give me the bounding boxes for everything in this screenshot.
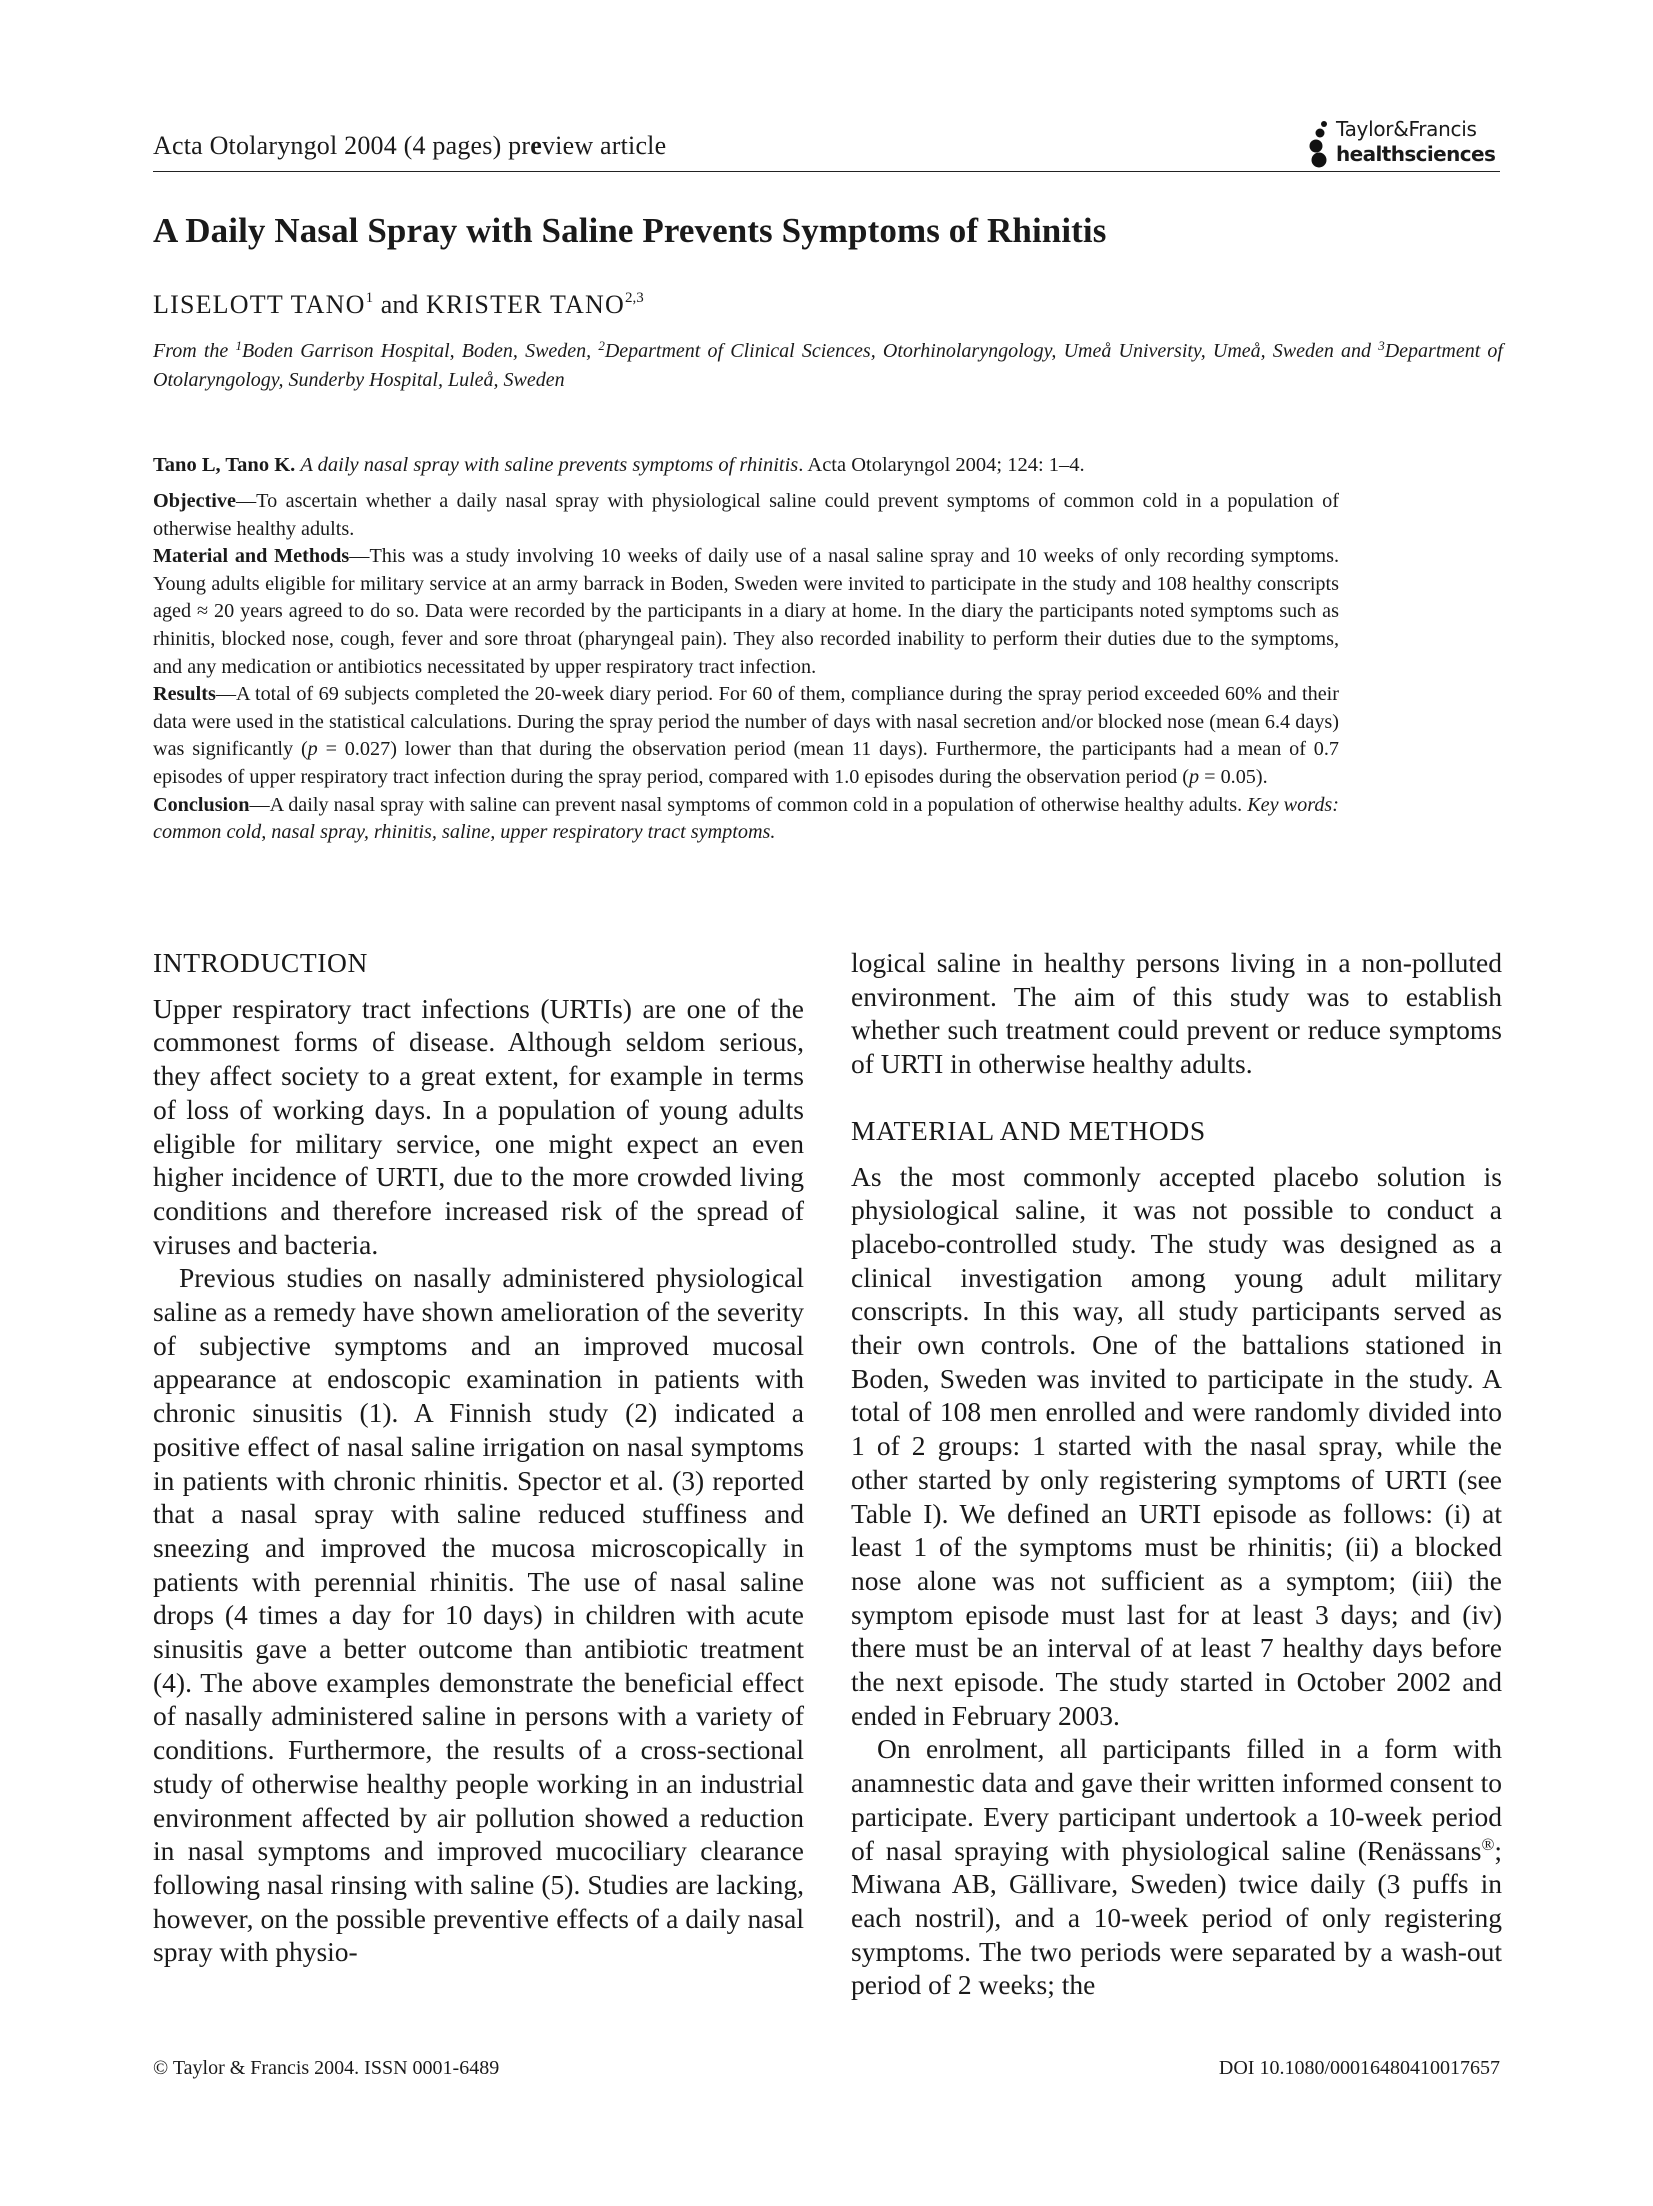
methods-paragraph-2: [851, 1732, 1502, 2002]
section-heading-methods: MATERIAL AND METHODS: [851, 1114, 1206, 1146]
journal-preview-e: e: [530, 131, 542, 160]
registered-mark: ®: [1481, 1834, 1495, 1854]
abstract: [153, 488, 1339, 847]
abstract-methods: [153, 543, 1339, 681]
methods-paragraph-1: As the most commonly accepted placebo solution is physiological saline, it was not possible to conduct a placebo-controlled study. The study was designed as a clinical investigation among young adult military conscripts. In this way, all study participants served as their own controls. One of the battalions stationed in Boden, Sweden was invited to participate in the study. A total of 108 men enrolled and were randomly divided into 1 of 2 groups: 1 started with the nasal spray, while the other started by only registering symptoms of URTI (see Table I). We defined an URTI episode as follows: (i) at least 1 of the symptoms must be rhinitis; (ii) a blocked nose alone was not sufficient as a symptom; (iii) the symptom episode must last for at least 3 days; and (iv) there must be an interval of at least 7 healthy days before the next episode. The study started in October 2002 and ended in February 2003.: [851, 1160, 1502, 1731]
publisher-division-bold: health: [1336, 142, 1405, 166]
citation-source: . Acta Otolaryngol 2004; 124: 1–4.: [798, 454, 1085, 476]
author-2: KRISTER TANO: [426, 290, 625, 319]
body-column-left: [153, 946, 804, 1969]
affiliation-1: Boden Garrison Hospital, Boden, Sweden,: [241, 340, 599, 362]
objective-label: Objective: [153, 490, 236, 512]
conclusion-label: Conclusion: [153, 793, 250, 816]
methods-paragraph-2-a: On enrolment, all participants filled in a form with anamnestic data and gave their written informed consent to participate. Every participant undertook a 10-week period of nasal spraying with physiological saline (Renässans: [851, 1733, 1502, 1866]
results-p-value-2: p: [1189, 765, 1200, 788]
author-2-affiliation-mark: 2,3: [624, 290, 644, 306]
footer-copyright: © Taylor & Francis 2004. ISSN 0001-6489: [153, 2057, 500, 2079]
abstract-objective: [153, 488, 1339, 543]
citation-authors: Tano L, Tano K.: [153, 454, 296, 476]
publisher-division: [1336, 142, 1495, 166]
keywords: Key words: common cold, nasal spray, rhinitis, saline, upper respiratory tract symptoms.: [153, 793, 1339, 844]
affiliation-2: Department of Clinical Sciences, Otorhinolaryngology, Umeå University, Umeå, Sweden and: [604, 340, 1379, 362]
journal-text-before: Acta Otolaryngol 2004 (4 pages) pr: [153, 131, 531, 160]
objective-text: —To ascertain whether a daily nasal spray with physiological saline could prevent symptoms of common cold in a population of otherwise healthy adults.: [153, 490, 1339, 540]
header-rule: [153, 171, 1500, 172]
journal-citation-header: [153, 131, 666, 161]
authors-line: [153, 290, 644, 320]
authors-and: and: [380, 290, 419, 319]
methods-text: —This was a study involving 10 weeks of daily use of a nasal saline spray and 10 weeks of only recording symptoms. Young adults eligible for military service at an army barrack in Boden, Sweden were invited to participate in the study and 108 healthy conscripts aged ≈ 20 years agreed to do so. Data were recorded by the participants in a diary at home. In the diary the participants noted symptoms such as rhinitis, blocked nose, cough, fever and sore throat (pharyngeal pain). They also recorded inability to perform their duties due to the symptoms, and any medication or antibiotics necessitated by upper respiratory tract infection.: [153, 545, 1339, 678]
results-p-value-1: p: [307, 738, 318, 761]
results-label: Results: [153, 683, 216, 706]
affiliation-mark-3: 3: [1378, 338, 1385, 353]
results-text-1: —A total of 69 subjects completed the 20-week diary period. For 60 of them, compliance during the spray period exceeded 60% and their data were used in the statistical calculations. During the spray period the number of days with nasal secretion and/or blocked nose (mean 6.4 days) was significantly (: [153, 683, 1339, 761]
publisher-name: Taylor&Francis: [1336, 117, 1477, 141]
introduction-paragraph-2: Previous studies on nasally administered physiological saline as a remedy have shown amelioration of the severity of subjective symptoms and an improved mucosal appearance at endoscopic examination in patients with chronic sinusitis (1). A Finnish study (2) indicated a positive effect of nasal saline irrigation on nasal symptoms in patients with chronic rhinitis. Spector et al. (3) reported that a nasal spray with saline reduced stuffiness and sneezing and improved the mucosa microscopically in patients with perennial rhinitis. The use of nasal saline drops (4 times a day for 10 days) in children with acute sinusitis gave a better outcome than antibiotic treatment (4). The above examples demonstrate the beneficial effect of nasally administered saline in persons with a variety of conditions. Furthermore, the results of a cross-sectional study of otherwise healthy people working in an industrial environment affected by air pollution showed a reduction in nasal symptoms and improved mucociliary clearance following nasal rinsing with saline (5). Studies are lacking, however, on the possible preventive effects of a daily nasal spray with physio-: [153, 1262, 804, 1968]
author-1: LISELOTT TANO: [153, 290, 366, 319]
results-text-2: = 0.027) lower than that during the observation period (mean 11 days). Furthermore, the participants had a mean of 0.7 episodes of upper respiratory tract infection during the spray period, compared with 1.0 episodes during the observation period (: [153, 738, 1339, 788]
footer-doi: DOI 10.1080/00016480410017657: [1218, 2057, 1500, 2079]
results-text-3: = 0.05).: [1199, 765, 1268, 788]
abstract-results: [153, 681, 1339, 791]
affiliation-3: Department of Otolaryngology, Sunderby Hospital, Luleå, Sweden: [153, 340, 1503, 391]
abstract-conclusion: [153, 792, 1339, 847]
affiliation-mark-2: 2: [598, 338, 605, 353]
body-column-right: [851, 946, 1502, 2002]
abstract-citation: [153, 451, 1503, 479]
introduction-paragraph-2-continued: logical saline in healthy persons living in a non-polluted environment. The aim of this study was to establish whether such treatment could prevent or reduce symptoms of URTI in otherwise healthy adults.: [851, 947, 1502, 1080]
article-title: A Daily Nasal Spray with Saline Prevents Symptoms of Rhinitis: [153, 211, 1107, 250]
conclusion-text: —A daily nasal spray with saline can prevent nasal symptoms of common cold in a population of otherwise healthy adults.: [249, 793, 1248, 816]
publisher-dots-icon: [1306, 118, 1334, 168]
journal-text-after: view article: [541, 131, 667, 160]
citation-title: A daily nasal spray with saline prevents symptoms of rhinitis: [300, 454, 799, 476]
methods-label: Material and Methods: [153, 545, 350, 568]
publisher-division-suffix: sciences: [1404, 142, 1496, 166]
affiliations: [153, 337, 1503, 395]
section-heading-introduction: INTRODUCTION: [153, 947, 368, 978]
affiliation-from: From the: [153, 340, 236, 362]
methods-paragraph-2-b: ; Miwana AB, Gällivare, Sweden) twice daily (3 puffs in each nostril), and a 10-week period of only registering symptoms. The two periods were separated by a wash-out period of 2 weeks; the: [851, 1834, 1502, 2001]
affiliation-mark-1: 1: [235, 338, 242, 353]
publisher-logo: [1306, 116, 1502, 170]
author-1-affiliation-mark: 1: [365, 290, 374, 306]
introduction-paragraph-1: Upper respiratory tract infections (URTIs) are one of the commonest forms of disease. Although seldom serious, they affect society to a great extent, for example in terms of loss of working days. In a population of young adults eligible for military service, one might expect an even higher incidence of URTI, due to the more crowded living conditions and therefore increased risk of the spread of viruses and bacteria.: [153, 992, 804, 1260]
